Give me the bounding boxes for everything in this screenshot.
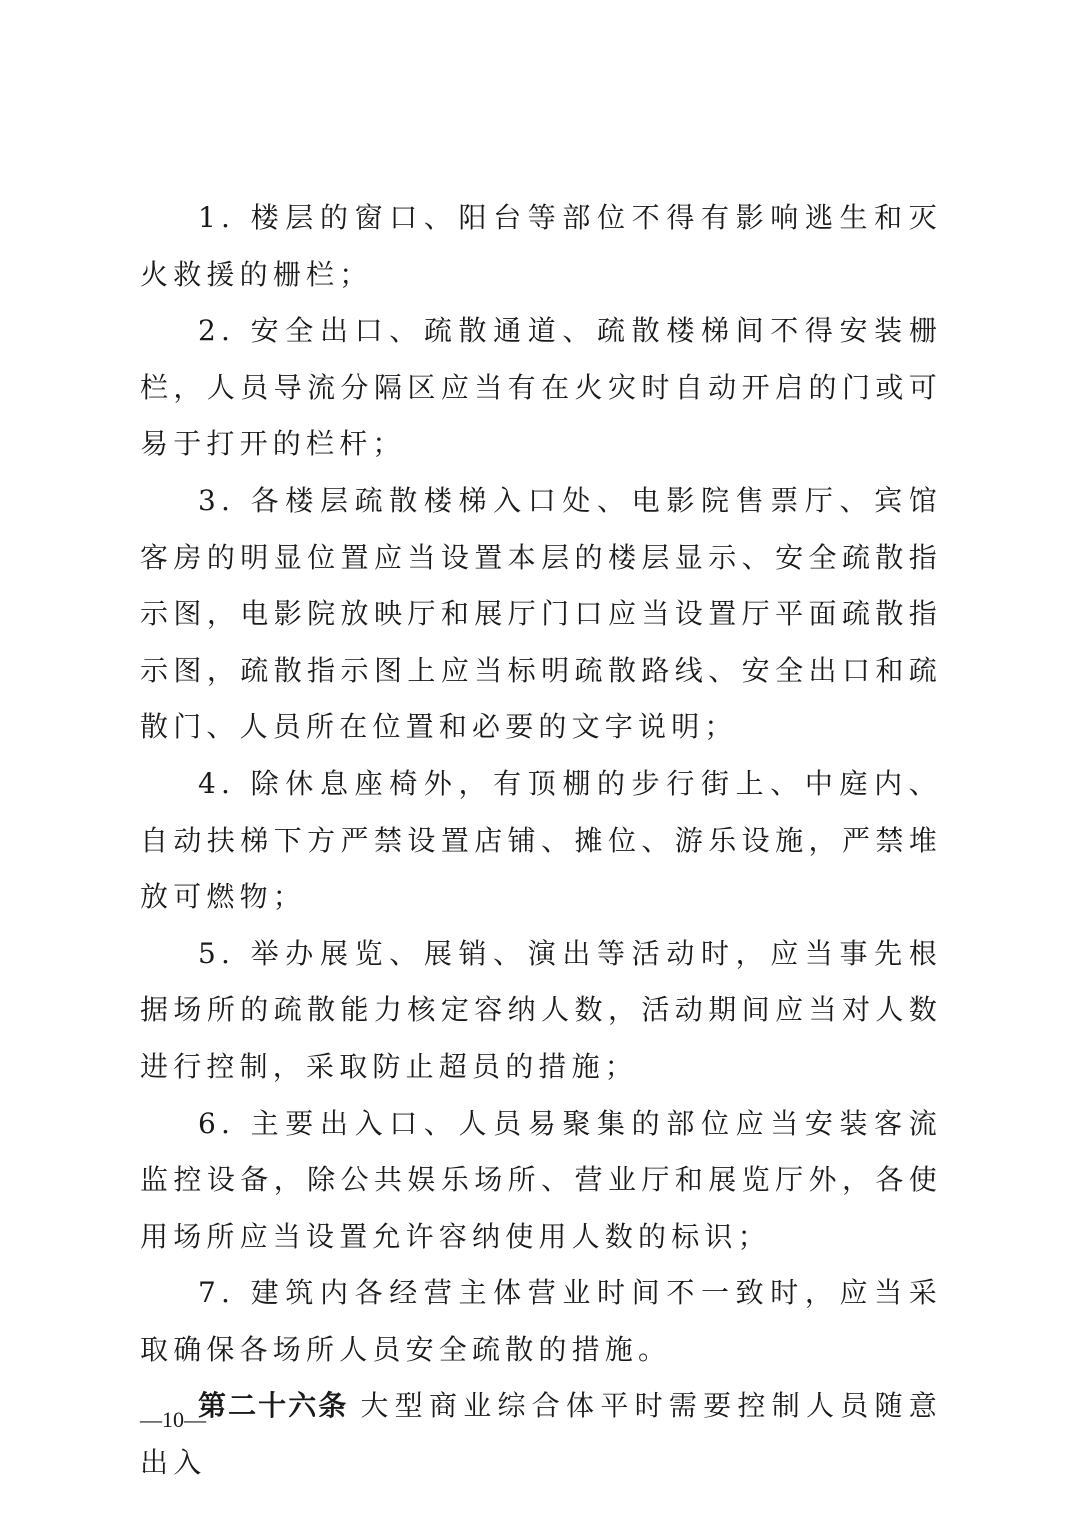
article-text: 大型商业综合体平时需要控制人员随意出入 [140, 1389, 942, 1480]
list-item-4 [140, 756, 942, 926]
item-text: 安全出口、疏散通道、疏散楼梯间不得安装栅栏，人员导流分隔区应当有在火灾时自动开启的门或可易于打开的栏杆； [140, 314, 942, 461]
item-text: 举办展览、展销、演出等活动时，应当事先根据场所的疏散能力核定容纳人数，活动期间应当对人数进行控制，采取防止超员的措施； [140, 936, 942, 1083]
item-text: 楼层的窗口、阳台等部位不得有影响逃生和灭火救援的栅栏； [140, 201, 942, 291]
list-item-1 [140, 190, 942, 303]
article-paragraph [140, 1378, 942, 1491]
item-number: 7. [198, 1276, 236, 1310]
list-item-5 [140, 926, 942, 1096]
item-number: 5. [198, 936, 236, 970]
list-item-3 [140, 473, 942, 756]
item-number: 3. [198, 483, 236, 517]
item-number: 1. [198, 201, 236, 234]
item-number: 4. [198, 766, 236, 800]
item-text: 除休息座椅外，有顶棚的步行街上、中庭内、自动扶梯下方严禁设置店铺、摊位、游乐设施，严禁堆放可燃物； [140, 766, 942, 914]
list-item-2 [140, 303, 942, 473]
list-item-6 [140, 1096, 942, 1266]
item-number: 6. [198, 1106, 236, 1140]
document-body [140, 190, 942, 1492]
list-item-7 [140, 1265, 942, 1378]
article-title: 第二十六条 [198, 1389, 349, 1423]
item-text: 主要出入口、人员易聚集的部位应当安装客流监控设备，除公共娱乐场所、营业厅和展览厅外，各使用场所应当设置允许容纳使用人数的标识； [140, 1106, 942, 1253]
item-text: 各楼层疏散楼梯入口处、电影院售票厅、宾馆客房的明显位置应当设置本层的楼层显示、安全疏散指示图，电影院放映厅和展厅门口应当设置厅平面疏散指示图，疏散指示图上应当标明疏散路线、安全出口和疏散门、人员所在位置和必要的文字说明； [140, 483, 942, 744]
item-number: 2. [198, 314, 236, 348]
item-text: 建筑内各经营主体营业时间不一致时，应当采取确保各场所人员安全疏散的措施。 [140, 1276, 942, 1366]
page-number: —10— [140, 1407, 206, 1432]
